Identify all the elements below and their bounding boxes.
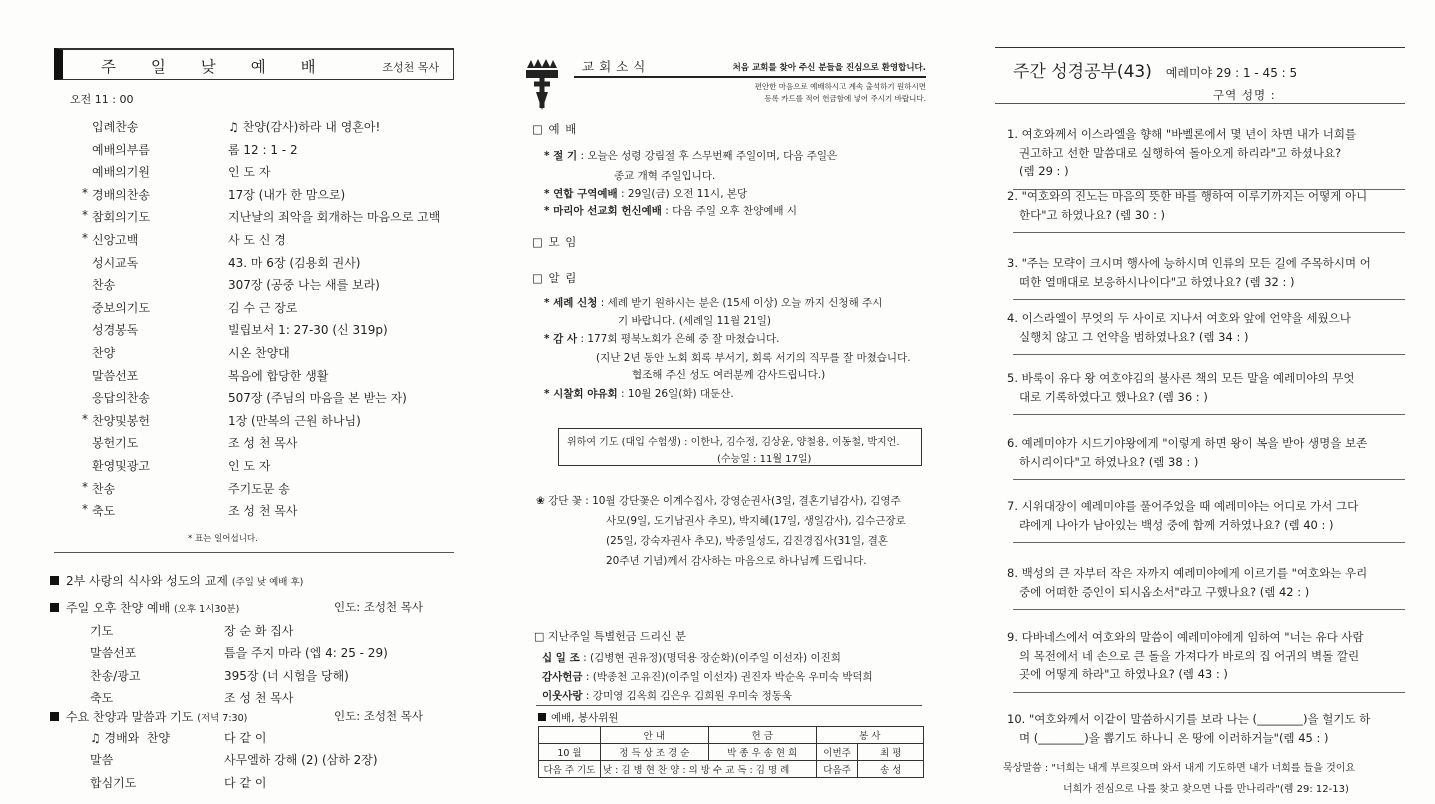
list-item <box>76 116 466 139</box>
stand-mark: * <box>82 502 88 517</box>
order-value: 307장 (공중 나는 새를 보라) <box>228 278 380 293</box>
list-item <box>90 689 294 706</box>
list-item <box>544 295 882 310</box>
worship-time: 오전 11 : 00 <box>70 93 134 106</box>
list-item <box>76 297 466 320</box>
list-item <box>544 386 734 401</box>
news-slogan: 처음 교회를 찾아 주신 분들을 진심으로 환영합니다. <box>732 63 926 73</box>
order-label: 찬양및봉헌 <box>92 413 150 428</box>
item-text: : (김병현 권유정)(명덕용 장순화)(이주일 이선자) 이진희 <box>583 652 841 664</box>
worship-title: 주 일 낮 예 배 <box>101 58 331 76</box>
order-label: 성경봉독 <box>92 323 139 338</box>
item-key: 십 일 조 <box>542 652 580 664</box>
prayer-box <box>558 428 922 466</box>
item-key: * 시찰회 야유회 <box>544 388 618 400</box>
item-key: * 연합 구역예배 <box>544 188 618 200</box>
order-label: 신앙고백 <box>92 232 139 247</box>
order-label: 합심기도 <box>90 775 137 790</box>
list-item <box>544 148 837 163</box>
list-item <box>542 669 873 684</box>
order-value: ♫ 찬양(감사)하라 내 영혼아! <box>228 120 381 134</box>
order-label: 말씀선포 <box>90 646 137 661</box>
list-item <box>632 367 825 382</box>
study-title: 주간 성경공부(43) <box>1013 62 1152 82</box>
divider <box>995 47 1405 48</box>
church-logo-icon <box>524 58 560 110</box>
list-item <box>90 644 388 661</box>
table-row: 다음 주 기도 낮 : 김 병 현 찬 양 : 의 방 수 교 독 : 김 명 례 다음주 송 성 <box>539 761 924 778</box>
order-label: 찬송/광고 <box>90 668 141 683</box>
question-line: 6. 예레미야가 시드기야왕에게 "이렇게 하면 왕이 복을 받아 생명을 보존 <box>1007 436 1368 450</box>
item-text: : 29일(금) 오전 11시, 본당 <box>621 188 748 200</box>
item-text: : 177회 평북노회가 은혜 중 잘 마쳤습니다. <box>580 333 780 345</box>
item-key: * 세례 신청 <box>544 297 598 309</box>
answer-line <box>1013 479 1405 480</box>
question-item <box>1007 434 1407 471</box>
news-welcome: 편안한 마음으로 예배하시고 계속 출석하기 원하시면 등록 카드를 적어 헌금함에 넣어 주시기 바랍니다. <box>754 82 926 103</box>
divider <box>54 552 454 553</box>
flower-line: 20주년 기념)께서 감사하는 마음으로 하나님께 드립니다. <box>606 555 867 567</box>
divider <box>536 705 922 706</box>
question-line: 떠한 열매대로 보응하시나이다"고 하였나요? (렘 32 : ) <box>1019 274 1295 289</box>
answer-line <box>1013 609 1405 610</box>
meditation-verse: 묵상말씀 : "너희는 내게 부르짖으며 와서 내게 기도하면 내가 너희를 들을 것이요 너희가 전심으로 나를 찾고 찾으면 나를 만나리라"(렘 29: 12-13) <box>1003 763 1356 795</box>
list-item <box>76 410 466 433</box>
order-value: 시온 찬양대 <box>228 345 290 360</box>
study-header <box>1013 57 1298 102</box>
question-item <box>1007 628 1407 684</box>
order-value: 사무엘하 강해 (2) (삼하 2장) <box>224 753 378 768</box>
question-line: 4. 이스라엘이 무엇의 두 사이로 지나서 여호와 앞에 언약을 세웠으나 <box>1007 311 1351 325</box>
order-label: 찬양 <box>92 345 116 360</box>
answer-line <box>1013 299 1405 300</box>
order-label: 예배의기원 <box>92 165 150 180</box>
list-item <box>76 161 466 184</box>
worship-order-list <box>76 116 466 523</box>
question-line: 5. 바룩이 유다 왕 여호야김의 불사른 책의 모든 말을 예레미야의 무엇 <box>1007 371 1355 385</box>
question-line: 9. 다바네스에서 여호와의 말씀이 예레미야에게 임하여 "너는 유다 사람 <box>1007 630 1364 644</box>
flower-line: ❀ 강단 꽃 : 10월 강단꽃은 이계수집사, 강영순권사(3일, 결혼기념감사), 김영주 <box>536 495 901 507</box>
item-text: (지난 2년 동안 노회 회록 부서기, 회록 서기의 직무를 잘 마쳤습니다. <box>596 352 911 364</box>
order-label: 봉헌기도 <box>92 436 139 451</box>
order-value: 507장 (주님의 마음을 본 받는 자) <box>228 391 407 406</box>
list-item <box>544 331 780 346</box>
question-line: 며 (________)을 뽑기도 하나니 온 땅에 이러하거늘"(렘 45 : ) <box>1019 730 1329 745</box>
order-value: 인 도 자 <box>228 458 271 473</box>
list-item <box>90 622 294 639</box>
service-heading: 예배, 봉사위원 <box>538 710 619 725</box>
question-item <box>1007 254 1407 291</box>
question-line: 7. 시위대장이 예레미야를 풀어주었을 때 예레미야는 어디로 가서 그다 <box>1007 499 1359 513</box>
item-text: : 다음 주일 오후 찬양예배 시 <box>665 205 798 217</box>
order-value: 1장 (만복의 근원 하나님) <box>228 413 361 428</box>
news-title: 교회소식 <box>582 59 651 74</box>
list-item <box>542 688 792 703</box>
list-item <box>76 252 466 275</box>
afternoon-heading: 주일 오후 찬양 예배 (오후 1시30분) 인도: 조성천 목사 <box>50 599 470 616</box>
divider <box>995 103 1405 104</box>
list-item <box>76 319 466 342</box>
question-line: (렘 29 : ) <box>1019 164 1069 178</box>
flower-line: (25일, 강숙자권사 추모), 박종일성도, 김진경집사(31일, 결혼 <box>606 535 889 547</box>
answer-line <box>1013 542 1405 543</box>
order-label: 축도 <box>92 504 116 519</box>
list-item <box>76 206 466 229</box>
item-key: 이웃사랑 <box>542 690 583 702</box>
list-item <box>76 387 466 410</box>
order-value: 복음에 합당한 생활 <box>228 368 329 383</box>
news-header <box>524 50 926 110</box>
list-item <box>76 184 466 207</box>
answer-line <box>1013 354 1405 355</box>
wednesday-heading: 수요 찬양과 말씀과 기도 (저녁 7:30) 인도: 조성천 목사 <box>50 708 470 725</box>
question-line: 실행치 않고 그 언약을 범하였나요? (렘 34 : ) <box>1019 329 1249 344</box>
service-table <box>538 726 924 778</box>
order-value: 조 성 천 목사 <box>228 436 298 451</box>
answer-line <box>1013 232 1405 233</box>
list-item <box>76 365 466 388</box>
question-line: 권고하고 선한 말씀대로 실행하여 돌아오게 하리라"고 하셨나요? <box>1019 145 1342 160</box>
question-item <box>1007 187 1407 224</box>
list-item <box>76 432 466 455</box>
order-value: 김 수 근 장로 <box>228 300 298 315</box>
order-label: 중보의기도 <box>92 300 150 315</box>
item-text: 종교 개혁 주일입니다. <box>614 170 716 182</box>
question-line: 1. 여호와께서 이스라엘을 향해 "바벨론에서 몇 년이 차면 내가 너희를 <box>1007 127 1357 141</box>
order-label: ♫경배와 찬양 <box>90 731 170 745</box>
news-column <box>522 0 932 804</box>
bible-study-column <box>995 0 1410 804</box>
order-value: 다 같 이 <box>224 775 267 790</box>
table-row: 10 월 정 득 상 조 경 순 박 종 우 송 현 희 이번주 최 평 <box>539 744 924 761</box>
question-line: 중에 어떠한 증인이 되시옵소서"라고 구했나요? (렘 42 : ) <box>1019 584 1310 599</box>
study-reference: 예레미야 29 : 1 - 45 : 5 <box>1165 66 1298 80</box>
item-key: 감사헌금 <box>542 671 583 683</box>
item-text: : (박종천 고유진)(이주일 이선자) 권진자 박순옥 우미숙 박덕희 <box>585 671 873 683</box>
stand-note: * 표는 일어섭니다. <box>188 534 258 544</box>
answer-line <box>1013 414 1405 415</box>
stand-mark: * <box>82 185 88 200</box>
item-text: : 세례 받기 원하시는 분은 (15세 이상) 오늘 까지 신청해 주시 <box>600 297 883 309</box>
list-item <box>596 350 911 365</box>
order-label: 경배의찬송 <box>92 187 150 202</box>
square-bullet-icon <box>538 713 546 721</box>
meeting-heading: □ 모 임 <box>532 235 578 249</box>
item-text: : 오늘은 성령 강림절 후 스무번째 주일이며, 다음 주일은 <box>580 150 838 162</box>
list-item <box>90 729 267 746</box>
order-value: 빌립보서 1: 27-30 (신 319p) <box>228 323 388 338</box>
question-line: 2. "여호와의 진노는 마음의 뜻한 바를 행하여 이루기까지는 어떻게 아니 <box>1007 189 1368 203</box>
order-value: 조 성 천 목사 <box>224 690 294 705</box>
worship-header <box>54 48 454 80</box>
order-value: 롬 12 : 1 - 2 <box>228 142 298 157</box>
order-value: 지난날의 죄악을 회개하는 마음으로 고백 <box>228 210 441 225</box>
list-item <box>544 203 797 218</box>
order-label: 환영및광고 <box>92 458 150 473</box>
special-offering-heading: □ 지난주일 특별헌금 드리신 분 <box>534 630 686 643</box>
exam-date: (수능일 : 11월 17일) <box>717 454 812 465</box>
order-label: 말씀선포 <box>92 368 139 383</box>
list-item <box>76 342 466 365</box>
question-line: 한다"고 하였나요? (렘 30 : ) <box>1019 207 1166 222</box>
square-bullet-icon <box>50 576 59 585</box>
order-label: 성시교독 <box>92 255 139 270</box>
list-item <box>76 139 466 162</box>
list-item <box>90 667 349 684</box>
question-item <box>1007 125 1407 181</box>
table-row: 안 내 헌 금 봉 사 <box>539 727 924 744</box>
question-item <box>1007 497 1407 534</box>
list-item <box>76 455 466 478</box>
order-label: 찬송 <box>92 481 116 496</box>
flower-line: 사모(9일, 도기남권사 추모), 박지혜(17일, 생일감사), 김수근장로 <box>606 515 906 527</box>
part2-heading: 2부 사랑의 식사와 성도의 교제 (주일 낮 예배 후) <box>50 572 470 589</box>
list-item <box>542 650 841 665</box>
list-item <box>76 478 466 501</box>
order-label: 기도 <box>90 624 114 638</box>
item-key: * 감 사 <box>544 333 578 345</box>
stand-mark: * <box>82 208 88 223</box>
order-value: 조 성 천 목사 <box>228 504 298 519</box>
item-text: : 10월 26일(화) 대둔산. <box>621 388 734 400</box>
name-field-label: 구역 성명 : <box>1213 88 1276 102</box>
answer-line <box>1013 692 1405 693</box>
question-line: 랴에게 나아가 남아있는 백성 중에 함께 거하였나요? (렘 40 : ) <box>1019 517 1334 532</box>
question-line: 의 목전에서 네 손으로 큰 돌을 가져다가 바로의 집 어귀의 벽돌 깔린 <box>1019 648 1360 663</box>
item-text: 협조해 주신 성도 여러분께 감사드립니다.) <box>632 369 826 381</box>
order-value: 주기도문 송 <box>228 481 290 496</box>
order-value: 장 순 화 집사 <box>224 624 294 638</box>
list-item <box>76 229 466 252</box>
item-key: * 절 기 <box>544 150 578 162</box>
question-line: 8. 백성의 큰 자부터 작은 자까지 예레미야에게 이르기를 "여호와는 우리 <box>1007 566 1368 580</box>
item-key: * 마리아 선교회 헌신예배 <box>544 205 662 217</box>
order-label: 예배의부름 <box>92 142 150 157</box>
order-label: 참회의기도 <box>92 210 150 225</box>
stand-mark: * <box>82 230 88 245</box>
order-label: 말씀 <box>90 753 114 768</box>
item-text: : 강미영 김옥희 김은우 김희원 우미숙 정동욱 <box>585 690 793 702</box>
list-item <box>90 774 267 791</box>
order-value: 사 도 신 경 <box>228 232 286 247</box>
order-label: 축도 <box>90 690 114 705</box>
order-label: 입례찬송 <box>92 120 139 134</box>
square-bullet-icon <box>50 603 59 612</box>
list-item <box>76 274 466 297</box>
question-line: 3. "주는 모략이 크시며 행사에 능하시며 인류의 모든 길에 주목하시며 어 <box>1007 256 1371 270</box>
worship-news-heading: □ 예 배 <box>532 122 578 136</box>
stand-mark: * <box>82 411 88 426</box>
order-label: 응답의찬송 <box>92 391 150 406</box>
square-bullet-icon <box>50 712 59 721</box>
order-label: 찬송 <box>92 278 116 293</box>
prayer-list: 위하여 기도 (대입 수험생) : 이한나, 김수정, 김상윤, 양철용, 이동철, 박지언. <box>567 437 900 448</box>
stand-mark: * <box>82 479 88 494</box>
question-item <box>1007 309 1407 346</box>
question-line: 대로 기록하였다고 했나요? (렘 36 : ) <box>1019 389 1208 404</box>
notice-heading: □ 알 림 <box>532 271 578 285</box>
question-line: 10. "여호와께서 이같이 말씀하시기를 보라 나는 (________)을 헐기도 하 <box>1007 712 1371 726</box>
worship-preacher: 조성천 목사 <box>382 61 439 74</box>
order-value: 인 도 자 <box>228 165 271 180</box>
list-item <box>90 751 378 768</box>
question-item <box>1007 369 1407 406</box>
order-value: 다 같 이 <box>224 731 267 745</box>
divider <box>574 76 926 78</box>
order-value: 395장 (너 시험을 당해) <box>224 668 349 683</box>
list-item <box>618 313 771 328</box>
order-value: 43. 마 6장 (김용회 권사) <box>228 255 361 270</box>
list-item <box>544 186 747 201</box>
question-item <box>1007 564 1407 601</box>
question-line: 곳에 어떻게 하라"고 하였나요? (렘 43 : ) <box>1019 667 1228 681</box>
list-item <box>614 168 715 183</box>
question-line: 하시리이다"고 하였나요? (렘 38 : ) <box>1019 454 1199 469</box>
question-item <box>1007 710 1407 747</box>
order-value: 17장 (내가 한 맘으로) <box>228 187 346 202</box>
order-value: 틈을 주지 마라 (엡 4: 25 - 29) <box>224 646 388 661</box>
list-item <box>76 500 466 523</box>
worship-column <box>40 0 465 804</box>
item-text: 기 바랍니다. (세례일 11월 21일) <box>618 315 772 327</box>
